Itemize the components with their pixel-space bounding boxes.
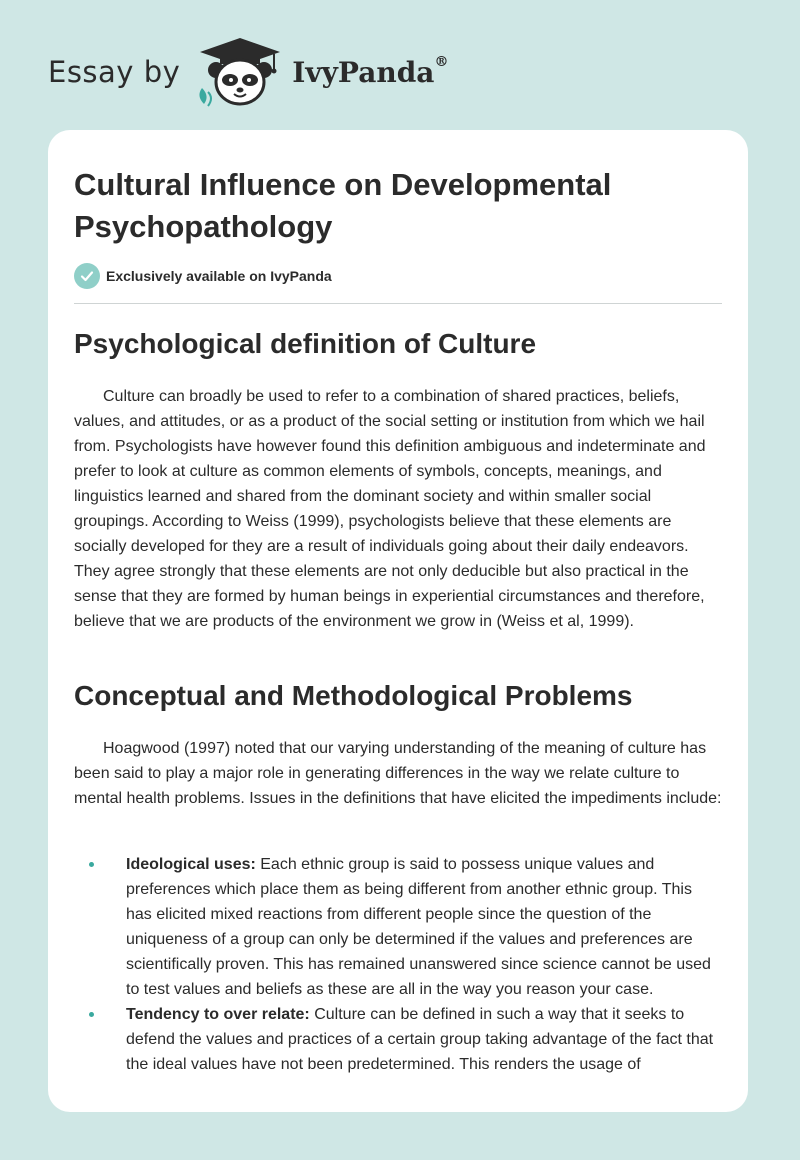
brand-name[interactable] bbox=[292, 53, 449, 89]
site-header bbox=[48, 36, 448, 108]
exclusive-badge bbox=[74, 263, 332, 289]
list-item-text: Culture can be defined in such a way that it seeks to defend the values and practices of a certain group taking advantage of the fact that the ideal values have not been predetermined. This renders the usage of bbox=[126, 1006, 714, 1073]
paragraph-culture-definition: Culture can broadly be used to refer to a combination of shared practices, beliefs, values, and attitudes, or as a product of the social setting or institution from which we hail from. Psychologists have however found this definition ambiguous and indeterminate and prefer to look at culture as common elements of symbols, concepts, meanings, and linguistics learned and shared from the dominant society and within smaller social groupings. According to Weiss (1999), psychologists believe that these elements are socially developed for they are a result of individuals going about their daily endeavors. They agree strongly that these elements are not only deducible but also practical in the sense that they are formed by human beings in experiential circumstances and therefore, believe that we are products of the environment we grow in (Weiss et al, 1999). bbox=[74, 388, 706, 630]
panda-logo-icon[interactable] bbox=[194, 36, 286, 108]
brand-name-text: IvyPanda bbox=[292, 55, 435, 89]
list-item bbox=[74, 1002, 722, 1077]
problems-list bbox=[74, 852, 722, 1077]
registered-mark: ® bbox=[434, 53, 449, 70]
check-icon bbox=[74, 263, 100, 289]
list-item-text: Each ethnic group is said to possess unique values and preferences which place them as being different from another ethnic group. This has elicited mixed reactions from different people since the question of the uniqueness of a group can only be determined if the values and preferences are scientifically proven. This has remained unanswered since science cannot be used to test values and beliefs as these are all in the way you reason your case. bbox=[126, 856, 711, 998]
exclusive-badge-text: Exclusively available on IvyPanda bbox=[106, 268, 332, 284]
section-heading-problems: Conceptual and Methodological Problems bbox=[74, 680, 633, 711]
list-item-term: Tendency to over relate: bbox=[126, 1006, 310, 1023]
paragraph-problems-intro: Hoagwood (1997) noted that our varying understanding of the meaning of culture has been said to play a major role in generating differences in the way we relate culture to mental health problems. Issues in the definitions that have elicited the impediments include: bbox=[74, 740, 722, 807]
list-item bbox=[74, 852, 722, 1002]
bullet-dot-icon bbox=[89, 862, 94, 867]
essay-title: Cultural Influence on Developmental Psychopathology bbox=[74, 167, 612, 244]
bullet-dot-icon bbox=[89, 1012, 94, 1017]
list-item-term: Ideological uses: bbox=[126, 856, 256, 873]
section-heading-culture-definition: Psychological definition of Culture bbox=[74, 328, 537, 359]
essay-card bbox=[48, 130, 748, 1112]
title-divider bbox=[74, 303, 722, 304]
brand-prefix: Essay by bbox=[48, 55, 181, 89]
